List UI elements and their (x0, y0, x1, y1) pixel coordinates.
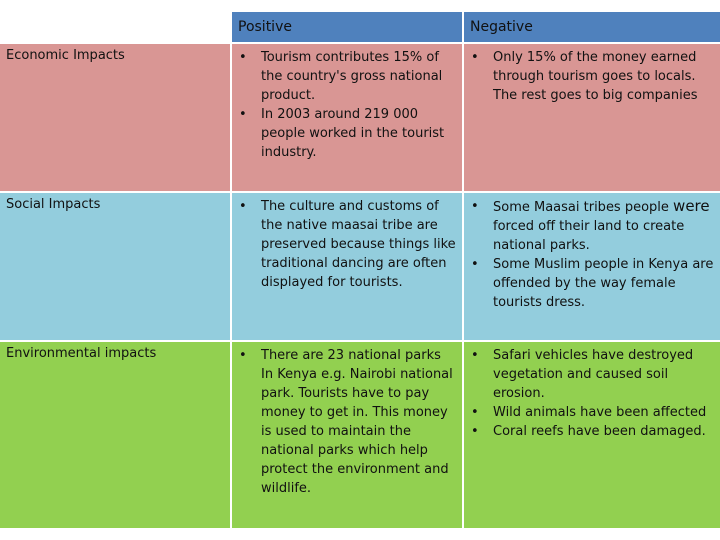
environmental-negative-list (464, 342, 720, 441)
impacts-table (0, 12, 720, 522)
social-negative-list (464, 193, 720, 312)
list-item: • Some Muslim people in Kenya are offended by the way female tourists dress. (493, 255, 718, 312)
list-item: • The culture and customs of the native maasai tribe are preserved because things like traditional dancing are often displayed for tourists. (261, 197, 456, 292)
list-item (493, 197, 718, 255)
list-item-text-large: were (673, 197, 710, 215)
list-item: • Only 15% of the money earned through tourism goes to locals. The rest goes to big companies (493, 48, 718, 105)
header-empty-cell (0, 12, 230, 42)
environmental-negative-cell (464, 342, 720, 528)
list-item: • Tourism contributes 15% of the country's gross national product. (261, 48, 456, 105)
row-label-economic: Economic Impacts (0, 44, 230, 191)
list-item-text: Some Maasai tribes people (493, 200, 669, 215)
header-positive: Positive (232, 12, 462, 42)
economic-negative-cell (464, 44, 720, 191)
list-item: • In 2003 around 219 000 people worked in the tourist industry. (261, 105, 456, 162)
row-label-environmental: Environmental impacts (0, 342, 230, 528)
economic-positive-list (232, 44, 462, 162)
economic-positive-cell (232, 44, 462, 191)
list-item: • There are 23 national parks In Kenya e.g. Nairobi national park. Tourists have to pay money to get in. This money is used to maintain the national parks which help protect the environment and wildlife. (261, 346, 456, 498)
economic-negative-list (464, 44, 720, 105)
row-label-social: Social Impacts (0, 193, 230, 340)
environmental-positive-list (232, 342, 462, 498)
list-item-text: forced off their land to create national parks. (493, 219, 685, 253)
social-positive-list (232, 193, 462, 292)
environmental-positive-cell (232, 342, 462, 528)
header-negative: Negative (464, 12, 720, 42)
list-item: • Coral reefs have been damaged. (493, 422, 718, 441)
list-item: • Wild animals have been affected (493, 403, 718, 422)
list-item: • Safari vehicles have destroyed vegetation and caused soil erosion. (493, 346, 718, 403)
social-positive-cell (232, 193, 462, 340)
social-negative-cell (464, 193, 720, 340)
